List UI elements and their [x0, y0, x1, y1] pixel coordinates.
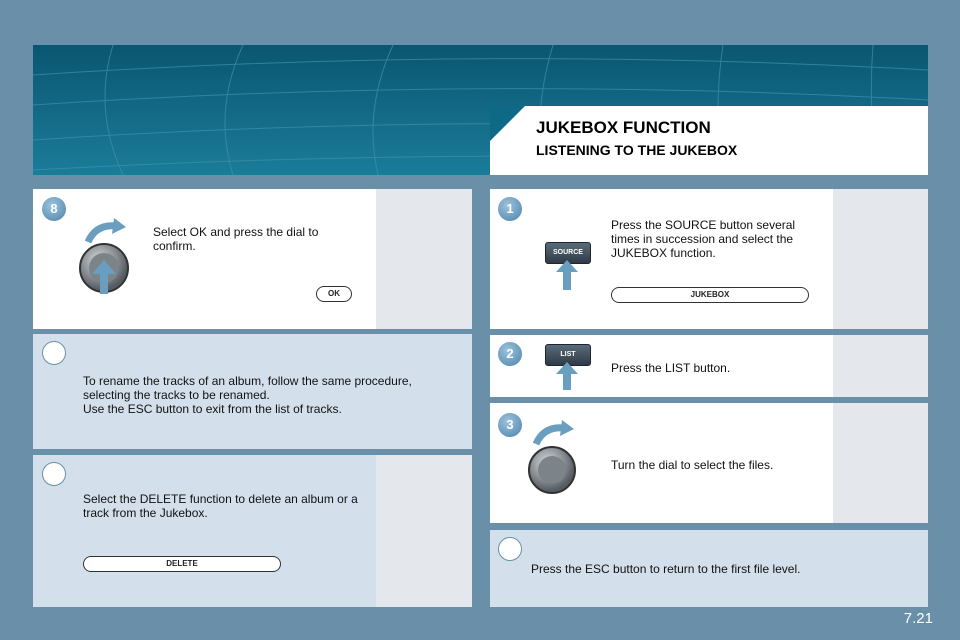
step-2-text: Press the LIST button.: [611, 361, 731, 375]
page-subtitle: LISTENING TO THE JUKEBOX: [536, 142, 738, 158]
dial-press-icon: [78, 218, 138, 302]
ok-pill: OK: [316, 286, 352, 302]
up-arrow-icon: [556, 362, 578, 390]
tip-esc-text: Press the ESC button to return to the first file level.: [531, 562, 801, 576]
step-3-badge: 3: [498, 413, 522, 437]
dial-turn-icon: [528, 420, 584, 496]
lightbulb-icon: [42, 341, 66, 365]
device-illustration: [833, 189, 928, 329]
step-3-text: Turn the dial to select the files.: [611, 458, 774, 472]
lightbulb-icon: [42, 462, 66, 486]
tip-delete-text: Select the DELETE function to delete an album or a track from the Jukebox.: [83, 492, 358, 520]
page-title: JUKEBOX FUNCTION: [536, 118, 711, 137]
up-arrow-icon: [556, 260, 578, 290]
tip-rename-text: To rename the tracks of an album, follow the same procedure, selecting the tracks to be renamed. Use the ESC button to exit from the list of tracks.: [83, 374, 412, 416]
step-8-text: Select OK and press the dial to confirm.: [153, 225, 319, 253]
device-illustration: [833, 403, 928, 523]
page-number: 7.21: [903, 610, 933, 627]
title-box: [490, 106, 928, 175]
device-illustration: [376, 455, 472, 607]
lightbulb-icon: [498, 537, 522, 561]
device-illustration: [833, 335, 928, 397]
jukebox-pill: JUKEBOX: [611, 287, 809, 303]
step-2-badge: 2: [498, 342, 522, 366]
device-illustration: [376, 189, 472, 329]
step-1-text: Press the SOURCE button several times in succession and select the JUKEBOX function.: [611, 218, 796, 260]
source-button: SOURCE: [545, 242, 591, 264]
step-1-badge: 1: [498, 197, 522, 221]
list-button: LIST: [545, 344, 591, 366]
step-8-badge: 8: [42, 197, 66, 221]
delete-pill: DELETE: [83, 556, 281, 572]
